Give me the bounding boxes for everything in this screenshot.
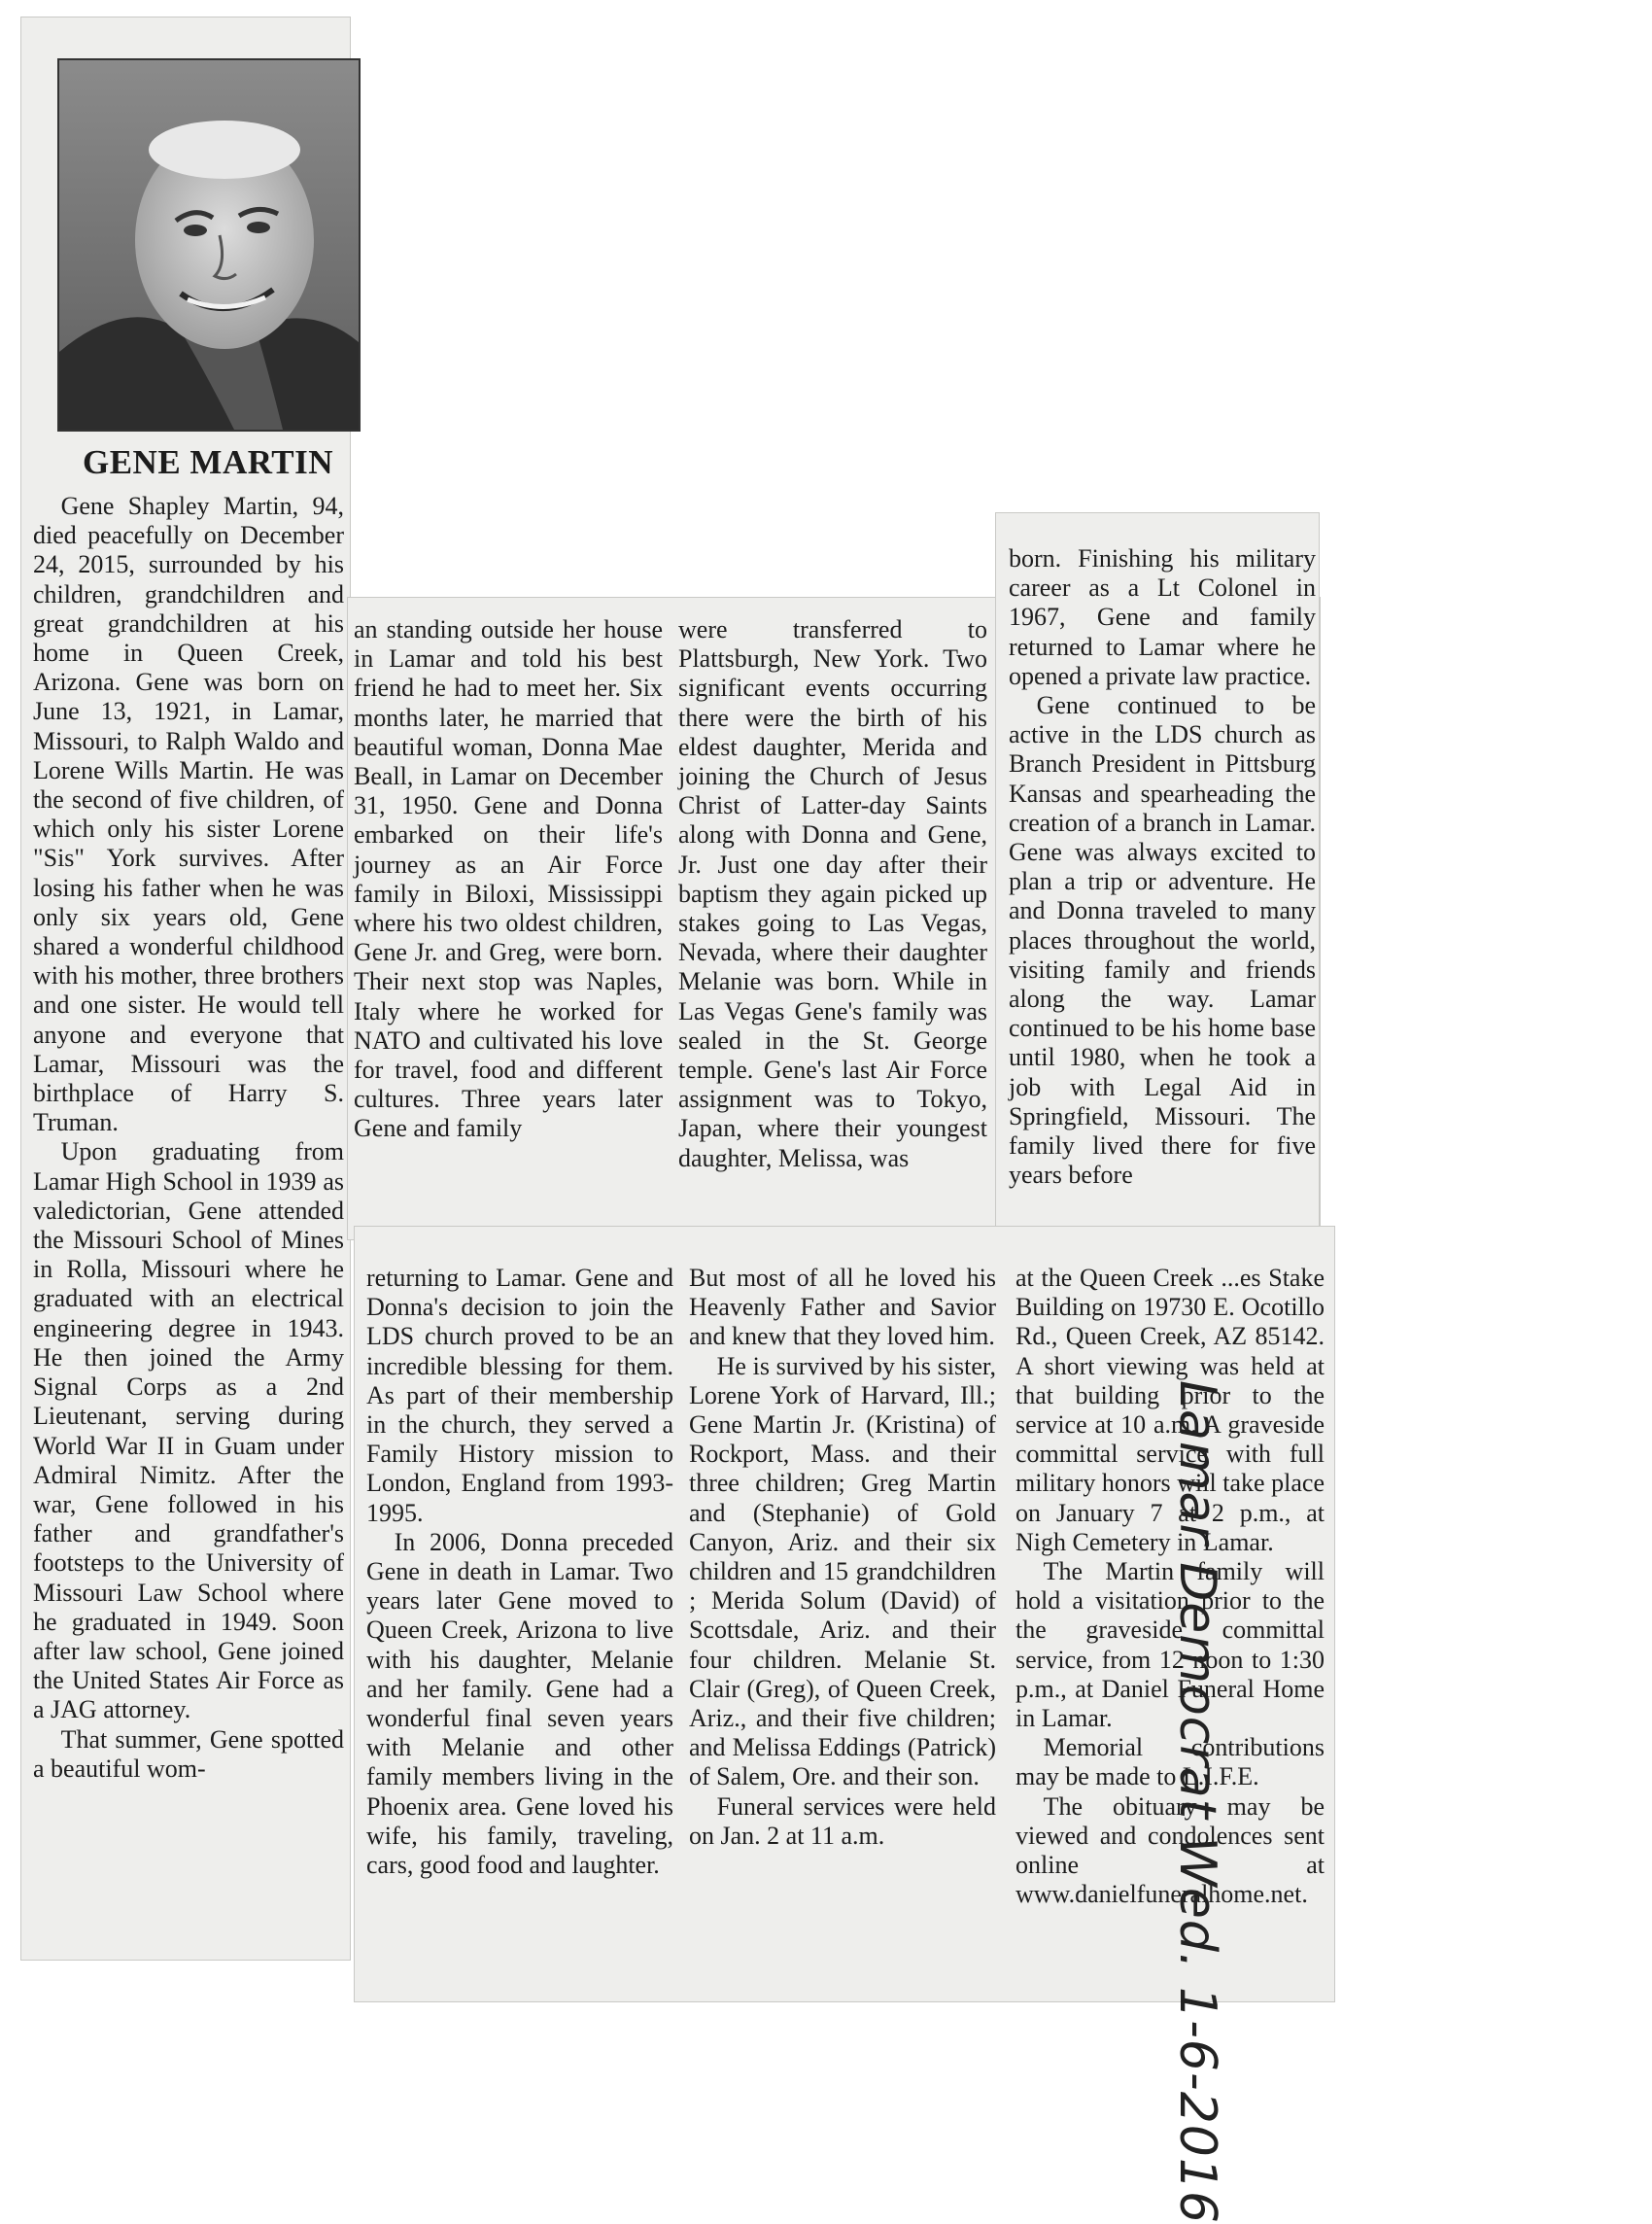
col2-para-1: an standing outside her house in Lamar and told his best friend he had to meet her. Six months later, he married that beautiful woman, Donna Mae Beall, in Lamar on December 31, 1950. Gene and Donna embarked on their life's journey as an Air Force family in Biloxi, Mississippi where his two oldest children, Gene Jr. and Greg, were born. Their next stop was Naples, Italy where he worked for NATO and cultivated his love for travel, food and different cultures. Three years later Gene and family (354, 615, 663, 1143)
column-6 (689, 1264, 996, 1851)
portrait-image (59, 60, 359, 430)
col5-para-2: In 2006, Donna preceded Gene in death in Lamar. Two years later Gene moved to Queen Creek, Arizona to live with his daughter, Melanie and her family. Gene had a wonderful final seven years with Melanie and other family members living in the Phoenix area. Gene loved his wife, his family, traveling, cars, good food and laughter. (366, 1527, 673, 1880)
col1-para-1: Gene Shapley Martin, 94, died peacefully on December 24, 2015, surrounded by his children, grandchildren and great grandchildren at his home in Queen Creek, Arizona. Gene was born on June 13, 1921, in Lamar, Missouri, to Ralph Waldo and Lorene Wills Martin. He was the second of five children, of which only his sister Lorene "Sis" York survives. After losing his father when he was only six years old, Gene shared a wonderful childhood with his mother, three brothers and one sister. He would tell anyone and everyone that Lamar, Missouri was the birthplace of Harry S. Truman. (33, 492, 344, 1137)
handwritten-note: Lamar Democrat Wed. 1-6-2016 (1168, 1380, 1226, 2224)
col4-para-1: born. Finishing his military career as a Lt Colonel in 1967, Gene and family returned to Lamar where he opened a private law practice. (1009, 544, 1316, 690)
col7-para-2: The Martin family will hold a visitation prior to the the graveside committal service, from 12 noon to 1:30 p.m., at Daniel Funeral Home in Lamar. (1015, 1557, 1325, 1733)
col7-para-1: at the Queen Creek ...es Stake Building on 19730 E. Ocotillo Rd., Queen Creek, AZ 85142. A short viewing was held at that building prior to the service at 10 a.m. A graveside committal service with full military honors will take place on January 7 at 2 p.m., at Nigh Cemetery in Lamar. (1015, 1264, 1325, 1556)
col4-para-2: Gene continued to be active in the LDS church as Branch President in Pittsburg Kansas and spearheading the creation of a branch in Lamar. Gene was always excited to plan a trip or adventure. He and Donna traveled to many places throughout the world, visiting family and friends along the way. Lamar continued to be his home base until 1980, when he took a job with Legal Aid in Springfield, Missouri. The family lived there for five years before (1009, 691, 1316, 1190)
portrait-photo (57, 58, 361, 432)
col6-para-2: He is survived by his sister, Lorene York of Harvard, Ill.; Gene Martin Jr. (Kristina) of Rockport, Mass. and their three children; Greg Martin and (Stephanie) of Gold Canyon, Ariz. and their six children and 15 grandchildren ; Merida Solum (David) of Scottsdale, Ariz. and their four children. Melanie St. Clair (Greg), of Queen Creek, Ariz., and their five children; and Melissa Eddings (Patrick) of Salem, Ore. and their son. (689, 1351, 996, 1791)
col7-para-3: Memorial contributions may be made to L.I.F.E. (1015, 1733, 1325, 1791)
column-4 (1009, 544, 1316, 1190)
col6-para-3: Funeral services were held on Jan. 2 at 11 a.m. (689, 1791, 996, 1850)
col6-para-1: But most of all he loved his Heavenly Father and Savior and knew that they loved him. (689, 1264, 996, 1351)
col3-para-1: were transferred to Plattsburgh, New York. Two significant events occurring there were the birth of his eldest daughter, Merida and joining the Church of Jesus Christ of Latter-day Saints along with Donna and Gene, Jr. Just one day after their baptism they again picked up stakes going to Las Vegas, Nevada, where their daughter Melanie was born. While in Las Vegas Gene's family was sealed in the St. George temple. Gene's last Air Force assignment was to Tokyo, Japan, where their youngest daughter, Melissa, was (678, 615, 987, 1172)
column-1 (33, 492, 344, 1784)
clipping-first-column (21, 17, 350, 1960)
clipping-column-4 (996, 513, 1319, 1244)
column-2 (354, 615, 663, 1144)
col7-para-4: The obituary may be viewed and condolences sent online at www.danielfuneralhome.net. (1015, 1791, 1325, 1909)
col1-para-3: That summer, Gene spotted a beautiful wom- (33, 1724, 344, 1783)
col1-para-2: Upon graduating from Lamar High School in 1939 as valedictorian, Gene attended the Missouri School of Mines in Rolla, Missouri where he graduated with an electrical engineering degree in 1943. He then joined the Army Signal Corps as a 2nd Lieutenant, serving during World War II in Guam under Admiral Nimitz. After the war, Gene followed in his father and grandfather's footsteps to the University of Missouri Law School where he graduated in 1949. Soon after law school, Gene joined the United States Air Force as a JAG attorney. (33, 1137, 344, 1724)
col5-para-1: returning to Lamar. Gene and Donna's decision to join the LDS church proved to be an incredible blessing for them. As part of their membership in the church, they served a Family History mission to London, England from 1993-1995. (366, 1264, 673, 1527)
obituary-headline: GENE MARTIN (82, 443, 334, 481)
column-5 (366, 1264, 673, 1880)
column-3 (678, 615, 987, 1173)
